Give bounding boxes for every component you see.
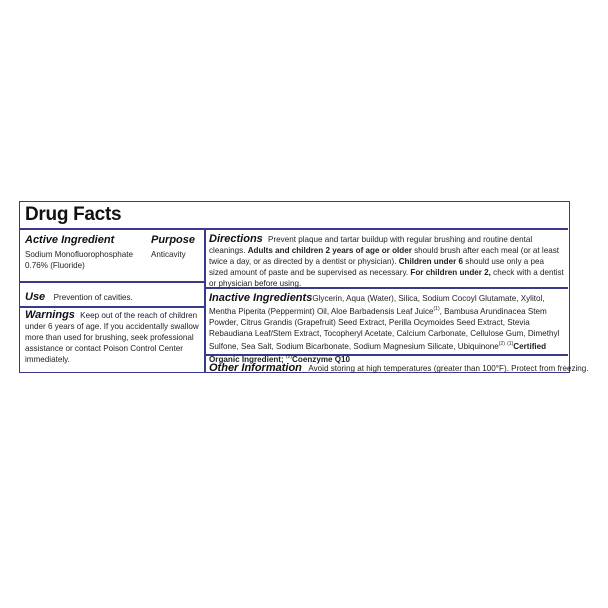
column-divider (204, 228, 206, 372)
inactive-bold-2: Coenzyme Q10 (292, 355, 351, 364)
inactive-sup-4: (2) (285, 354, 293, 360)
inactive-text-2: , Bambusa Arundinacea Stem Powder, Citrus Grandis (Grapefruit) Seed Extract, Perilla Ocymoides Seed Extract, Stevia Rebaudiana Leaf/Stem Extract, Tocopheryl Acetate, Calcium Carbonate, Cellulose Gum, Dimethyl Sulfone, Sea Salt, Sodium Bicarbonate, Sodium Magnesium Silicate, Ubiquinone (209, 307, 560, 351)
use-header: Use (25, 291, 46, 303)
active-ingredient-line2: 0.76% (Fluoride) (25, 261, 85, 270)
directions-bold-1: Adults and children 2 years of age or older (247, 246, 412, 255)
drug-facts-panel (19, 201, 589, 374)
directions-text-4: check with a dentist or physician before using. (209, 268, 564, 288)
directions-text-3: should use only a pea sized amount of paste and be supervised as necessary. (209, 257, 545, 277)
directions-text-1: Prevent plaque and tartar buildup with regular brushing and routine dental cleanings. (209, 235, 533, 255)
other-info-header: Other Information (209, 362, 302, 374)
warnings-divider (20, 306, 205, 308)
active-ingredient-line1: Sodium Monofluorophosphate (25, 250, 133, 259)
inactive-sup-2: (2) (498, 341, 505, 347)
use-divider (20, 281, 205, 283)
inactive-section (209, 293, 565, 365)
inactive-sup-1: (1) (433, 306, 440, 312)
purpose-text: Anticavity (151, 250, 186, 259)
warnings-header: Warnings (25, 309, 75, 321)
drug-facts-title: Drug Facts (25, 204, 122, 225)
warnings-text-1: Keep out of the reach of children (80, 311, 198, 320)
warnings-section (25, 310, 201, 365)
use-section (25, 287, 133, 305)
directions-bold-3: For children under 2, (410, 268, 491, 277)
inactive-header: Inactive Ingredients (209, 292, 313, 304)
inactive-sup-3: (1) (507, 341, 514, 347)
directions-text-2: should brush after each meal (or at least twice a day, or as directed by a dentist or physician). (209, 246, 559, 266)
active-ingredient-header: Active Ingredient (25, 234, 115, 246)
other-info-text: Avoid storing at high temperatures (greater than 100°F). Protect from freezing. (308, 364, 589, 373)
directions-bold-2: Children under 6 (398, 257, 464, 266)
title-divider (20, 228, 568, 230)
inactive-text-1: Glycerin, Aqua (Water), Silica, Sodium Cocoyl Glutamate, Xylitol, Mentha Piperita (Peppermint) Oil, Aloe Barbadensis Leaf Juice (209, 294, 545, 316)
directions-section (209, 234, 565, 289)
other-info-section (209, 358, 589, 376)
inactive-bold-1: Certified Organic Ingredient; (209, 342, 547, 364)
use-text: Prevention of cavities. (53, 293, 133, 302)
directions-header: Directions (209, 233, 263, 245)
warnings-text-2: under 6 years of age. If you accidentally swallow more than used for brushing, seek professional assistance or contact Poison Control Center immediately. (25, 322, 199, 364)
purpose-header: Purpose (151, 234, 196, 246)
